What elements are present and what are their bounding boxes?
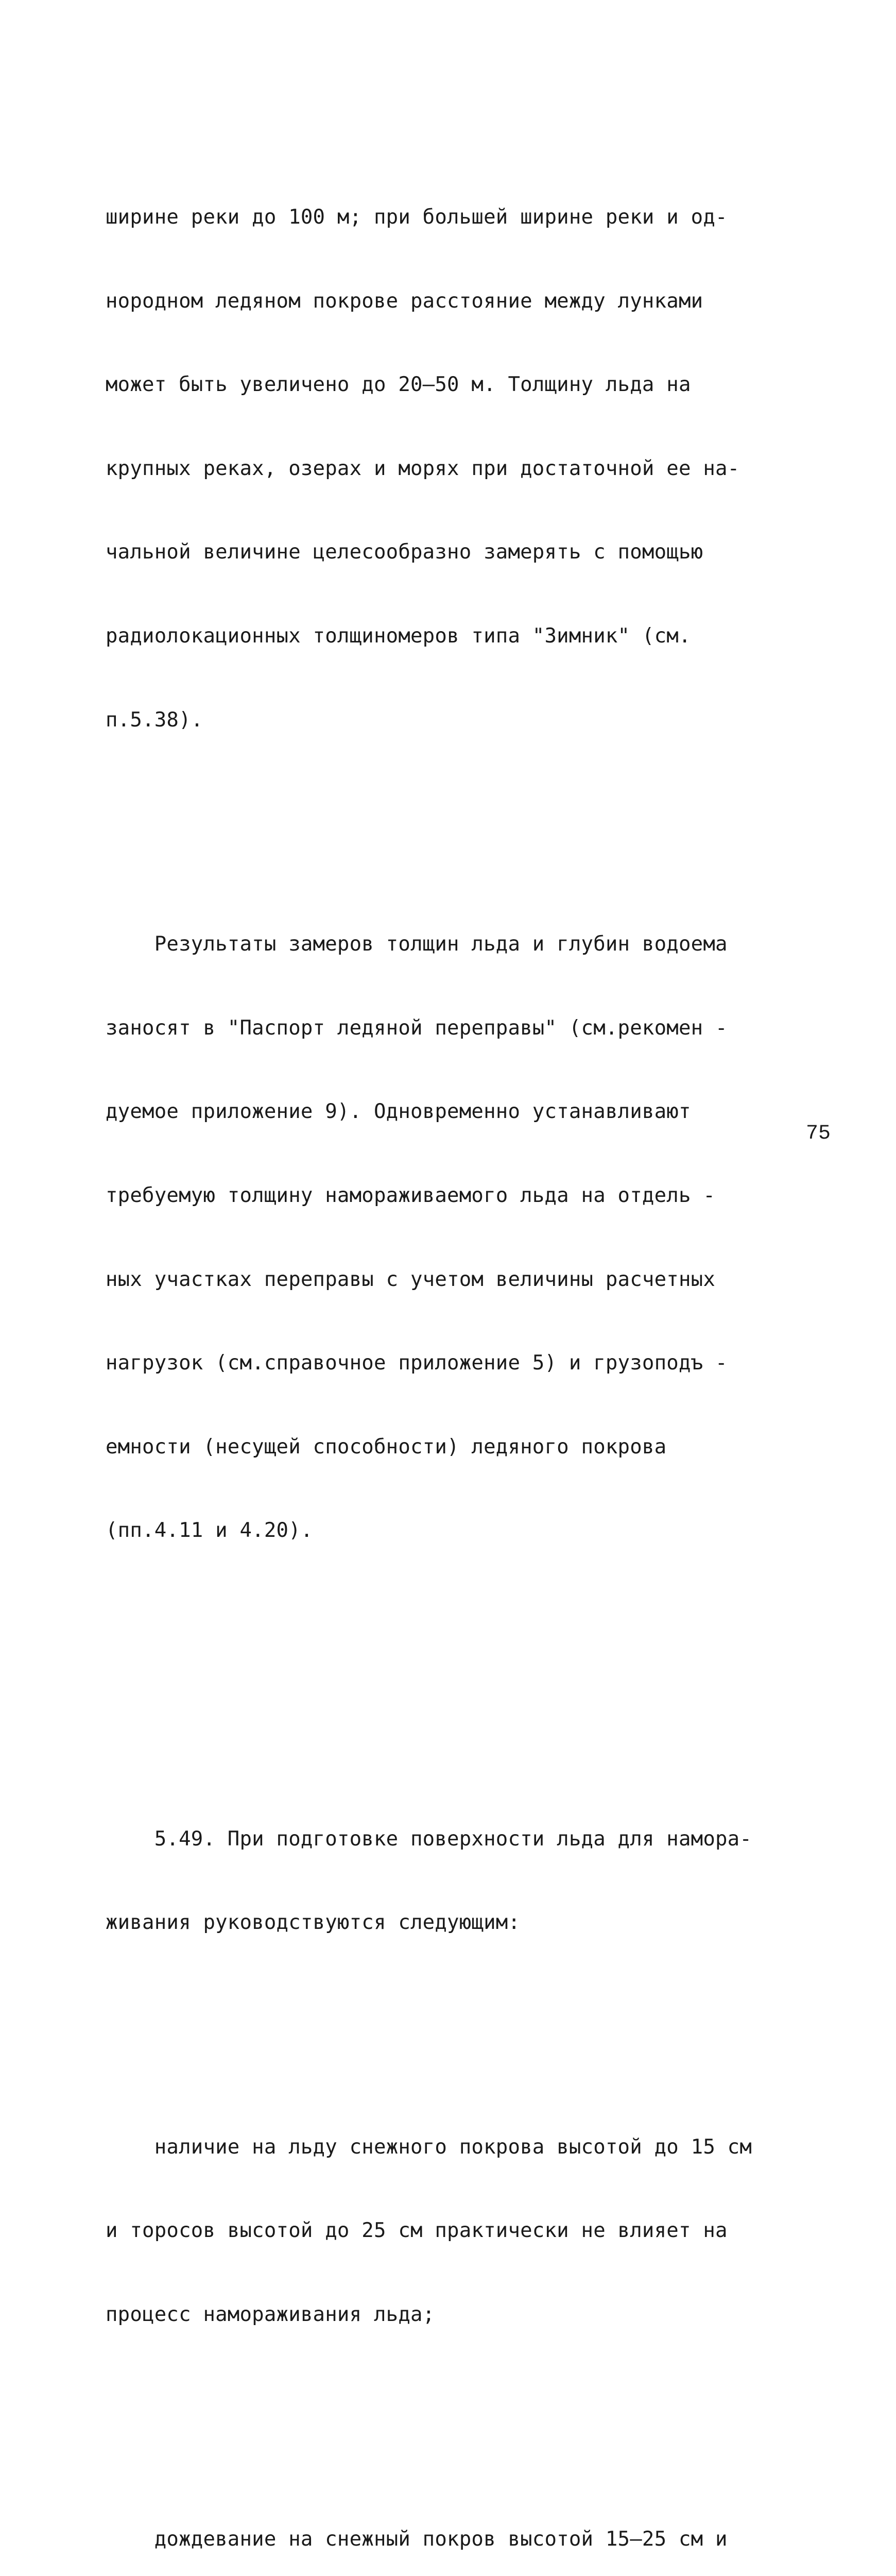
text-line: живания руководствуются следующим:	[106, 1911, 521, 1935]
paragraph-1	[106, 148, 824, 790]
text-line: нагрузок (см.справочное приложение 5) и грузоподъ -	[106, 1351, 728, 1375]
text-line: процесс намораживания льда;	[106, 2302, 435, 2326]
body-text	[106, 64, 824, 2576]
text-line: и торосов высотой до 25 см практически не влияет на	[106, 2219, 728, 2243]
paragraph-5	[106, 2469, 824, 2576]
text-line: радиолокационных толщиномеров типа "Зимник" (см.	[106, 624, 691, 648]
text-line: ширине реки до 100 м; при большей ширине реки и од-	[106, 206, 728, 229]
page-number: 75	[806, 1122, 831, 1145]
paragraph-4	[106, 2077, 824, 2384]
text-line: Результаты замеров толщин льда и глубин водоема	[106, 933, 728, 956]
paragraph-2	[106, 875, 824, 1685]
text-line: 5.49. При подготовке поверхности льда для намора-	[106, 1827, 752, 1851]
text-line: наличие на льду снежного покрова высотой до 15 см	[106, 2135, 752, 2159]
text-line: п.5.38).	[106, 708, 203, 732]
text-line: может быть увеличено до 20–50 м. Толщину льда на	[106, 373, 691, 397]
text-line: требуемую толщину намораживаемого льда на отдель -	[106, 1183, 715, 1207]
paragraph-3	[106, 1769, 824, 1993]
text-line: ных участках переправы с учетом величины расчетных	[106, 1267, 715, 1291]
text-line: дождевание на снежный покров высотой 15–25 см и	[106, 2527, 728, 2551]
text-line: дуемое приложение 9). Одновременно устанавливают	[106, 1100, 691, 1124]
text-line: нородном ледяном покрове расстояние между лунками	[106, 289, 703, 313]
text-line	[106, 1601, 824, 1629]
text-line: емности (несущей способности) ледяного покрова	[106, 1435, 667, 1459]
text-line: крупных реках, озерах и морях при достаточной ее на-	[106, 456, 740, 480]
text-line: заносят в "Паспорт ледяной переправы" (см.рекомен -	[106, 1016, 728, 1040]
text-line: (пп.4.11 и 4.20).	[106, 1519, 313, 1543]
text-line: чальной величине целесообразно замерять с помощью	[106, 540, 703, 564]
